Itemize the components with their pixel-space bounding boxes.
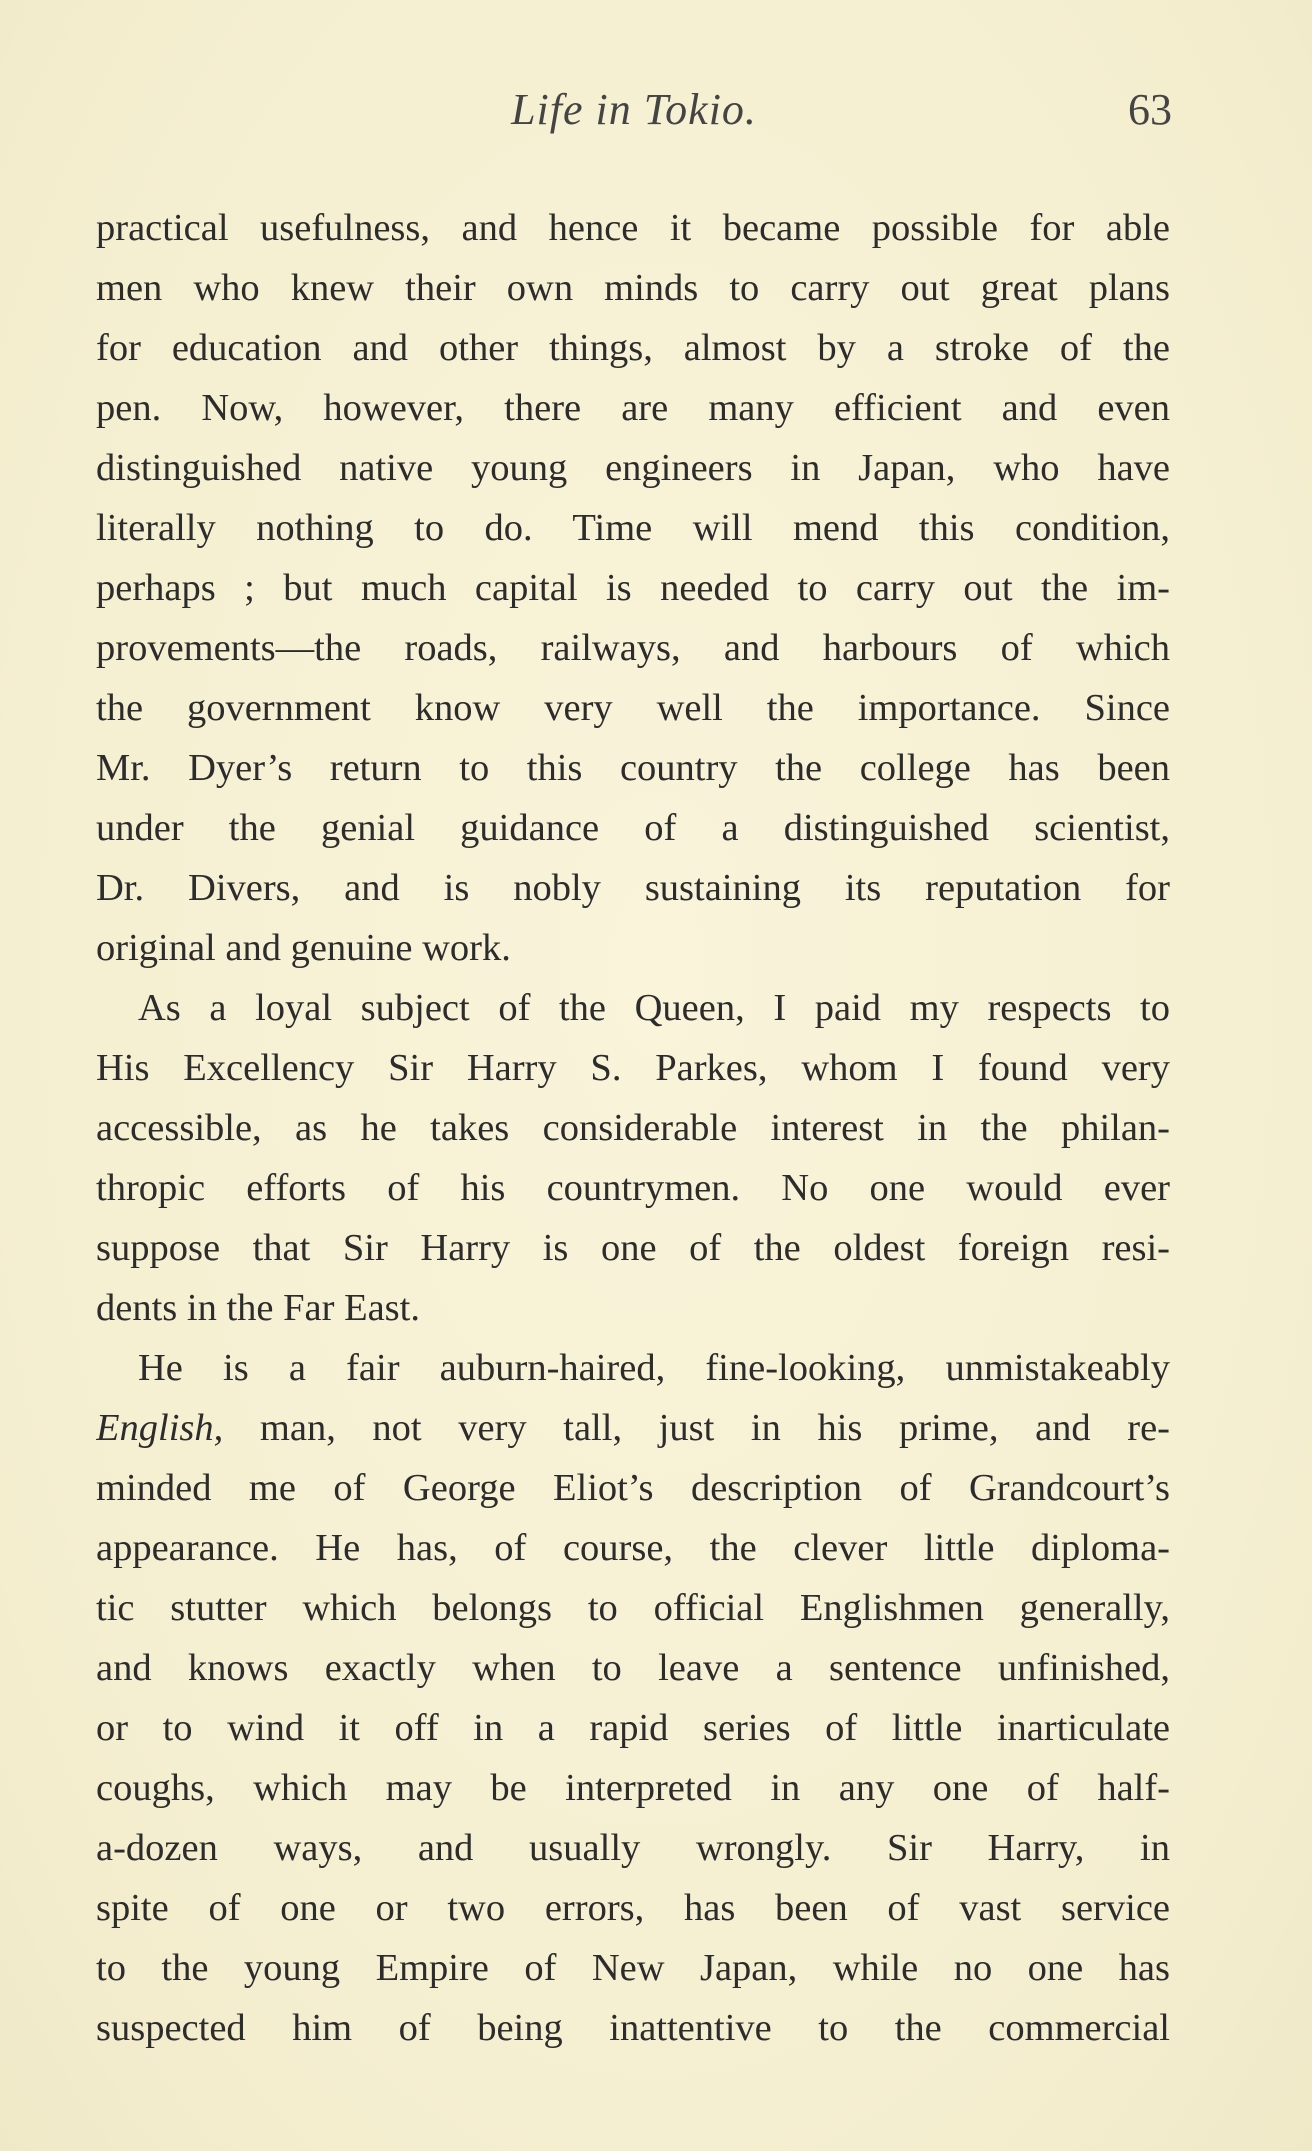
text-line: accessible, as he takes considerable interest in the philan- (96, 1107, 1170, 1149)
text-line: the government know very well the importance. Since (96, 687, 1170, 729)
text-line: minded me of George Eliot’s description of Grandcourt’s (96, 1467, 1170, 1509)
text-line: appearance. He has, of course, the clever little diploma- (96, 1527, 1170, 1569)
text-line: As a loyal subject of the Queen, I paid my respects to (138, 987, 1170, 1029)
text-line: literally nothing to do. Time will mend this condition, (96, 507, 1170, 549)
text-line: perhaps ; but much capital is needed to carry out the im- (96, 567, 1170, 609)
text-line: under the genial guidance of a distinguished scientist, (96, 807, 1170, 849)
text-line: coughs, which may be interpreted in any one of half- (96, 1767, 1170, 1809)
text-line: original and genuine work. (96, 927, 511, 969)
italic-word: English, (96, 1407, 224, 1449)
text-line: suspected him of being inattentive to the commercial (96, 2007, 1170, 2049)
page-number: 63 (1128, 85, 1172, 134)
text-line: practical usefulness, and hence it became possible for able (96, 207, 1170, 249)
text-line: suppose that Sir Harry is one of the oldest foreign resi- (96, 1227, 1170, 1269)
text-line: Dr. Divers, and is nobly sustaining its reputation for (96, 867, 1170, 909)
text-line: men who knew their own minds to carry out great plans (96, 267, 1170, 309)
text-line: spite of one or two errors, has been of vast service (96, 1887, 1170, 1929)
text-line: to the young Empire of New Japan, while no one has (96, 1947, 1170, 1989)
body-text (96, 198, 1170, 2058)
running-title: Life in Tokio. (511, 85, 757, 134)
text-line: He is a fair auburn-haired, fine-looking, unmistakeably (138, 1347, 1170, 1389)
text-line: a-dozen ways, and usually wrongly. Sir Harry, in (96, 1827, 1170, 1869)
text-line: distinguished native young engineers in Japan, who have (96, 447, 1170, 489)
text-line: or to wind it off in a rapid series of little inarticulate (96, 1707, 1170, 1749)
text-line: for education and other things, almost by a stroke of the (96, 327, 1170, 369)
text-line: tic stutter which belongs to official Englishmen generally, (96, 1587, 1170, 1629)
text-line: pen. Now, however, there are many efficient and even (96, 387, 1170, 429)
text-line: Mr. Dyer’s return to this country the college has been (96, 747, 1170, 789)
text-line: provements—the roads, railways, and harbours of which (96, 627, 1170, 669)
running-head (96, 84, 1172, 144)
text-line: His Excellency Sir Harry S. Parkes, whom I found very (96, 1047, 1170, 1089)
text-line-rest: man, not very tall, just in his prime, and re- (259, 1407, 1170, 1449)
text-line: and knows exactly when to leave a sentence unfinished, (96, 1647, 1170, 1689)
text-line-with-italic (96, 1398, 1170, 1458)
text-line: dents in the Far East. (96, 1287, 420, 1329)
text-line: thropic efforts of his countrymen. No one would ever (96, 1167, 1170, 1209)
